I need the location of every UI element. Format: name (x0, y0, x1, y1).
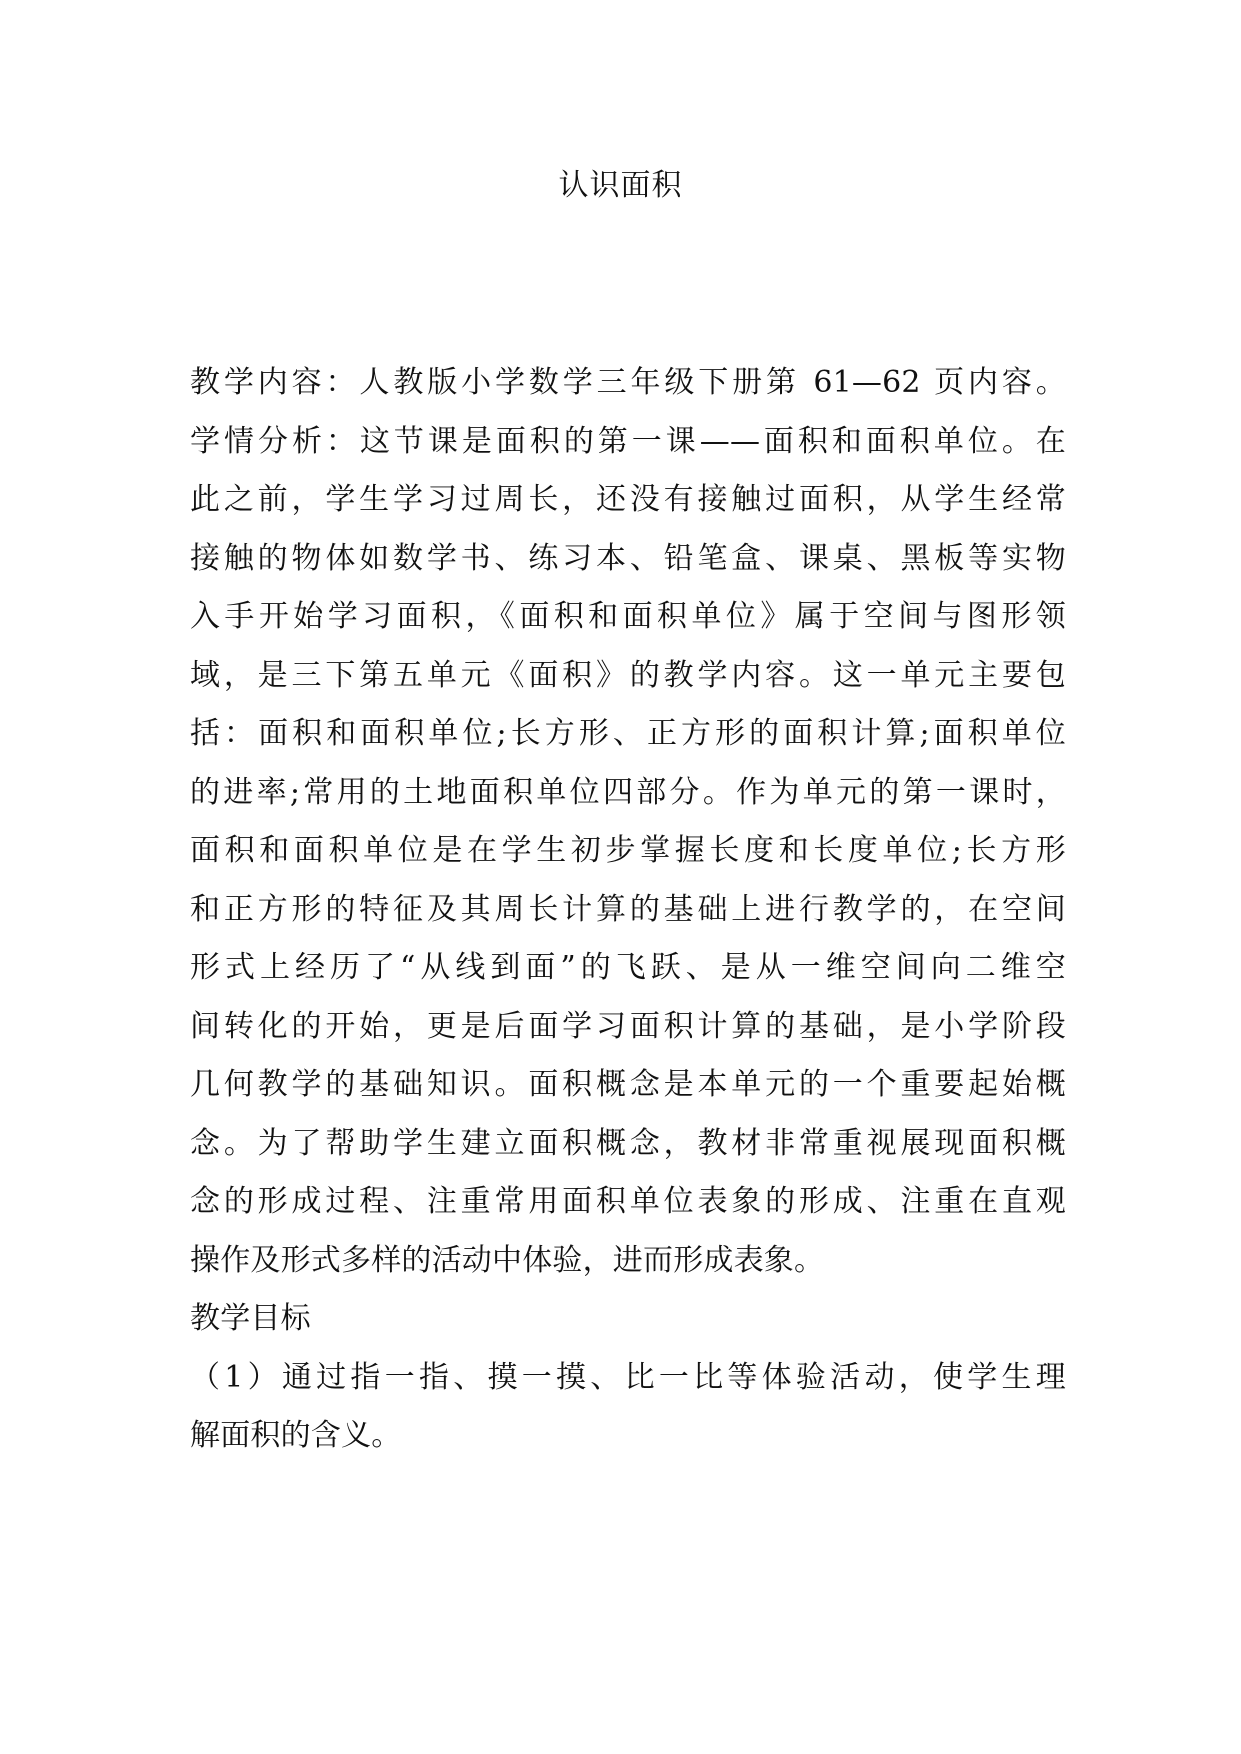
teaching-content-line: 教学内容：人教版小学数学三年级下册第 61—62 页内容。 (190, 365, 1066, 400)
objective-line: 解面积的含义。 (190, 1418, 402, 1453)
analysis-line: 面积和面积单位是在学生初步掌握长度和长度单位;长方形 (190, 833, 1066, 868)
analysis-line: 此之前，学生学习过周长，还没有接触过面积，从学生经常 (190, 482, 1066, 517)
analysis-line: 几何教学的基础知识。面积概念是本单元的一个重要起始概 (190, 1067, 1066, 1102)
analysis-line: 括：面积和面积单位;长方形、正方形的面积计算;面积单位 (190, 716, 1066, 751)
analysis-line: 的进率;常用的土地面积单位四部分。作为单元的第一课时， (190, 774, 1066, 810)
objectives-heading: 教学目标 (190, 1301, 311, 1336)
analysis-line: 和正方形的特征及其周长计算的基础上进行教学的，在空间 (190, 891, 1066, 927)
analysis-line: 念的形成过程、注重常用面积单位表象的形成、注重在直观 (190, 1184, 1066, 1219)
document-body (190, 354, 1066, 1466)
objective-line: （1）通过指一指、摸一摸、比一比等体验活动，使学生理 (190, 1359, 1066, 1395)
analysis-line: 入手开始学习面积，《面积和面积单位》属于空间与图形领 (190, 599, 1066, 634)
analysis-line: 域，是三下第五单元《面积》的教学内容。这一单元主要包 (190, 657, 1066, 693)
analysis-line: 形式上经历了“从线到面”的飞跃、是从一维空间向二维空 (190, 950, 1066, 985)
analysis-line: 学情分析：这节课是面积的第一课——面积和面积单位。在 (190, 423, 1066, 459)
analysis-line: 接触的物体如数学书、练习本、铅笔盒、课桌、黑板等实物 (190, 540, 1066, 576)
analysis-line: 念。为了帮助学生建立面积概念，教材非常重视展现面积概 (190, 1125, 1066, 1161)
document-title: 认识面积 (558, 168, 683, 203)
analysis-line: 操作及形式多样的活动中体验，进而形成表象。 (190, 1242, 825, 1278)
analysis-line: 间转化的开始，更是后面学习面积计算的基础，是小学阶段 (190, 1008, 1066, 1044)
